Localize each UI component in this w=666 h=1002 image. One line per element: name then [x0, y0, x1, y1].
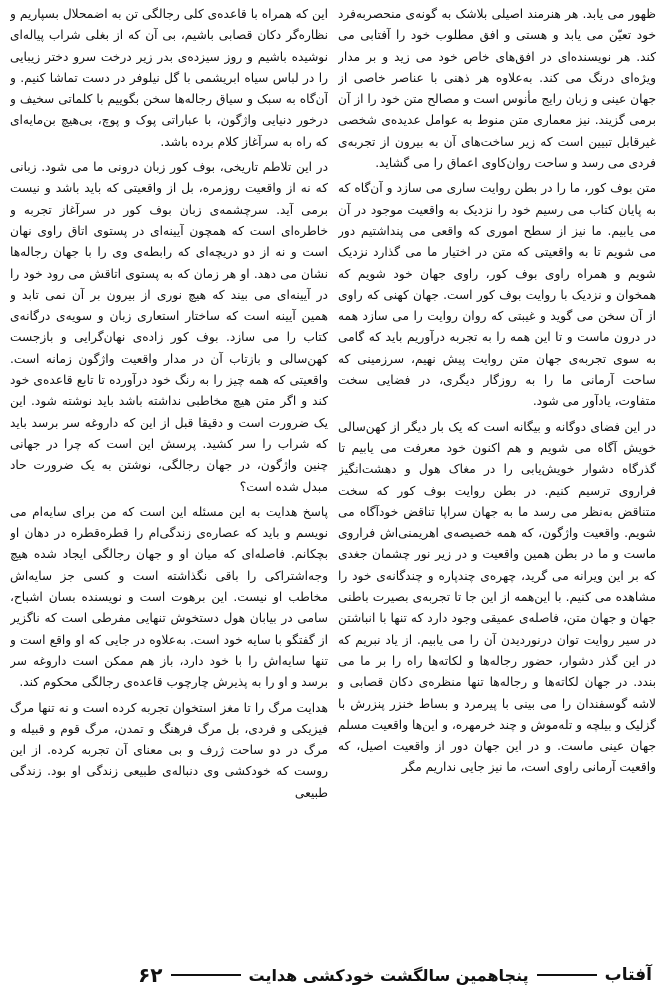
- page-footer: [14, 962, 652, 988]
- right-column: [338, 4, 656, 954]
- paragraph: این که همراه با قاعده‌ی کلی رجالگی تن به اضمحلال بسپاریم و نظاره‌گر دکان قصابی باشیم، بی آن که از بغلی شراب پیاله‌ای نوشیده باشیم و روز سیزده‌ی بدر زیر درخت سرو دختر زیبایی را در لباس سیاه ابریشمی با گل نیلوفر در دست تماشا کنیم. و آن‌گاه به سبک و سیاق رجاله‌ها سخن بگوییم با کلماتی سخیف و درخور دنیایی واژگون، با عباراتی پوک و پوچ، بی‌هیچ بن‌مایه‌ای که راه به سرآغاز کلام برده باشد.: [10, 7, 328, 149]
- paragraph: پاسخ هدایت به این مسئله این است که من برای سایه‌ام می نویسم و باید که عصاره‌ی زندگی‌ام را قطره‌قطره در دهان او بچکانم. فاصله‌ای که میان او و جهان رجالگی ایجاد شده هیچ وجه‌اشتراکی را باقی نگذاشته است و کسی جز سایه‌اش مخاطب او نیست. این برهوت است و نویسنده بسان اشباح، سامی در بیابان هول دستخوش تنهایی مفرطی است که ناگزیر از گفتگو با سایه خود است. به‌علاوه در جایی که او واقع است و تنها سایه‌اش را با خود دارد، باز هم ممکن است داروغه سر برسد و او را به پذیرش چارچوب قاعده‌ی رجالگی محکوم کند.: [10, 504, 328, 690]
- paragraph: متن بوف کور، ما را در بطن روایت ساری می سازد و آن‌گاه که به پایان کتاب می رسیم خود را نزدیک به واقعیت موجود در آن می یابیم. ما نیز از سطح اموری که واقعی می پنداشتیم دور می شویم تا به واقعیتی که متن در اختیار ما می گذارد نزدیک شویم و همراه راوی بوف کور، راوی جهان خود شویم که همخوان و نزدیک با روایت بوف کور است. جهان کهنی که راوی از آن سخن می گوید و غیبتی که روان روایت را می سازد همه در درون ماست و تا این همه را به تجربه درآوریم باید که گامی به سوی تجربه‌ی جهان متن روایت پیش نهیم، سرزمینی که ساحت آرمانی ما را به روزگار دیگری، در فضایی سخت متفاوت، یادآور می شود.: [338, 181, 656, 409]
- paragraph: ظهور می یابد. هر هنرمند اصیلی بلاشک به گونه‌ی منحصربه‌فرد خود تعیّن می یابد و هستی و افق مطلوب خود را آفتابی می کند. هر نویسنده‌ای در افق‌های خاص خود می زید و بر مدار ویژه‌ای درنگ می کند. به‌علاوه هر ذهنی با عناصر خاصی از جهان عینی و زبان رایج مأنوس است و مصالح متن خود را از آن برمی گزیند. نیز معماری متن منوط به عوامل عدیده‌ی شخصی غیرقابل تبیین است که زیر ساخت‌های آن به بیرون از تجربه‌ی فردی می رسد و ساحت روان‌کاوی اعماق را می گشاید.: [338, 7, 656, 171]
- paragraph: در این تلاطم تاریخی، بوف کور زبان درونی ما می شود. زبانی که نه از واقعیت روزمره، بل از واقعیتی که باید باشد و نیست برمی آید. سرچشمه‌ی زبان بوف کور در سرآغاز تجربه و خاطره‌ای است که همچون آیینه‌ای در پستوی اتاق راوی نهان است و نه از دو دریچه‌ای که رابطه‌ی وی را با جهان رجاله‌ها نشان می دهد. او هر زمان که به پستوی اتاقش می رود خود را در آیینه‌ای می بیند که هیچ نوری از بیرون بر آن نمی تابد و همین آیینه است که ساختار استعاری زبان و سویه‌ی درگانه‌ی کتاب را می سازد. بوف کور زاده‌ی نهان‌گرایی و بازجست کهن‌سالی و بازتاب آن در مدار واقعیت واژگون زمانه است. واقعیتی که همه چیز را به رنگ خود درآورده تا تابع قاعده‌ی خود کند و اگر متن هیچ مخاطبی نداشته باشد باید نوشته شود. این یک ضرورت است و دقیقا قبل از این که داروغه سر برسد باید که شراب را سر کشید. پرسش این است که چرا در جهانی چنین واژگون، در جهان رجالگی، نوشتن به یک ضرورت حاد مبدل شده است؟: [10, 160, 328, 494]
- left-column: [10, 4, 328, 954]
- footer-rule: [537, 974, 597, 976]
- magazine-name: آفتاب: [604, 965, 652, 985]
- page-number: ۶۲: [138, 963, 163, 987]
- text-columns: [10, 4, 656, 954]
- paragraph: هدایت مرگ را تا مغز استخوان تجربه کرده است و نه تنها مرگ فیزیکی و فردی، بل مرگ فرهنگ و تمدن، مرگ قوم و قبیله و مرگ در دو ساحت ژرف و بی معنای آن تجربه کرده. از این روست که خودکشی وی دنباله‌ی طبیعی زندگی او بود. زندگی طبیعی: [10, 700, 328, 800]
- paragraph: در این فضای دوگانه و بیگانه است که یک بار دیگر از کهن‌سالی خویش آگاه می شویم و هم اکنون خود معرفت می یابیم تا گذرگاه دشوار خویش‌یابی را در مغاک هول و دهشت‌انگیز فراروی ترسیم کنیم. در بطن روایت بوف کور که سخت متناقض به‌نظر می رسد ما به جهان سراپا تناقض خودآگاه می شویم. واقعیت واژگون، که همه خصیصه‌ی اهریمنی‌اش فراروی ماست و ما در بطن همین واقعیت و در زیر نور چشمان جغدی که بر این ویرانه می گرید، چهره‌ی چندپاره و چندگانه‌ی خود را مشاهده می کنیم. با این‌همه از این جا تا تجربه‌ی بصیرت باطنی جهان و جهان متن، فاصله‌ی عمیقی وجود دارد که تنها با انباشتن در سیر روایت توان درنوردیدن آن را می یابیم. از یاد نبریم که در این گذر دشوار، حضور رجاله‌ها و لکاته‌ها راه را بر ما می بندد. در جهان لکاته‌ها و رجاله‌ها تنها منظره‌ی دکان قصابی و لاشه گوسفندان را می بینی با پیرمرد و بساط خنزر پنزرش با گزلیک و بیلچه و تله‌موش و چند خرمهره، و این‌ها واقعیت مسلم جهان عینی ماست. و در این جهان دور از واقعیت اصیل، که واقعیت آرمانی راوی است، ما نیز جایی نداریم مگر: [338, 419, 656, 775]
- footer-rule: [171, 974, 241, 976]
- issue-subtitle: پنجاهمین سالگشت خودکشی هدایت: [248, 965, 529, 985]
